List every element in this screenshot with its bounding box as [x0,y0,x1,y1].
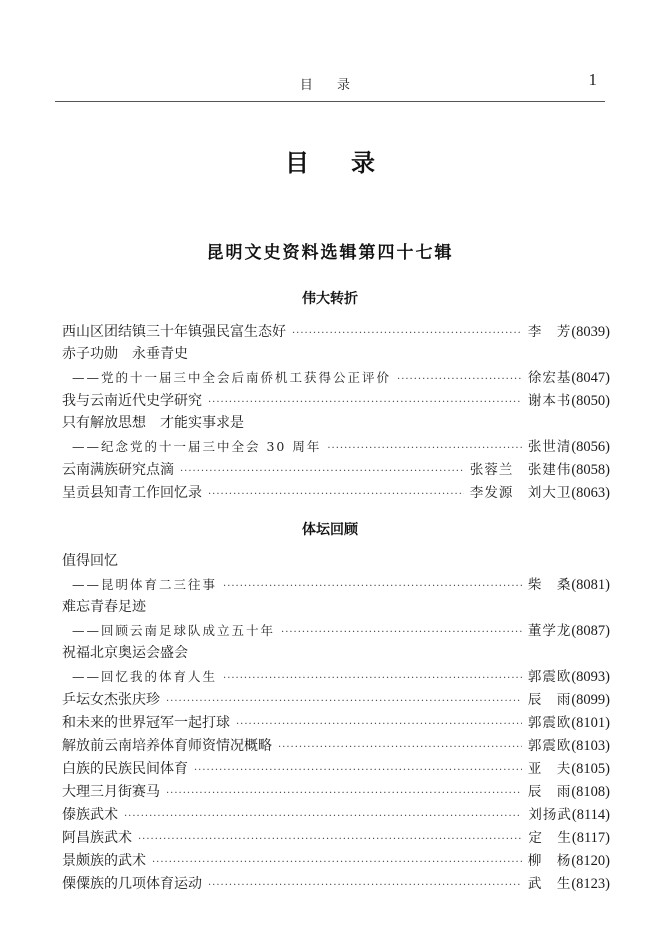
header-rule [55,101,605,102]
toc-entry[interactable] [62,826,610,848]
toc-entry[interactable] [62,757,610,779]
entry-page: (8093) [571,669,610,685]
entry-author: 郭震欧 [527,669,572,685]
entry-title: 大理三月街赛马 [62,784,160,800]
entry-subtitle: ——回忆我的体育人生 [72,669,218,684]
dot-leader [327,442,521,456]
dot-leader [397,373,522,387]
toc-entry[interactable] [62,320,610,342]
dot-leader [194,764,522,778]
entry-page: (8058) [571,462,610,478]
entry-author: 郭震欧 [527,738,572,754]
dot-leader [278,741,522,755]
entry-title: 傣族武术 [62,807,118,823]
dot-leader [208,488,464,502]
toc-entry-heading[interactable] [62,596,610,618]
entry-author: 徐宏基 [527,370,572,386]
series-title: 昆明文史资料选辑第四十七辑 [206,243,454,263]
toc-entry-subtitle[interactable] [62,619,610,641]
entry-author: 辰 雨 [527,784,572,800]
entry-title: 赤子功勋 永垂青史 [62,346,188,362]
entry-title: 解放前云南培养体育师资情况概略 [62,738,272,754]
toc-entry[interactable] [62,711,610,733]
toc-entry-subtitle[interactable] [62,435,610,457]
dot-leader [138,833,522,847]
entry-title: 呈贡县知青工作回忆录 [62,485,202,501]
page-number: 1 [588,70,597,89]
toc-entry-subtitle[interactable] [62,366,610,388]
toc-entry[interactable] [62,481,610,503]
entry-title: 傈僳族的几项体育运动 [62,876,202,892]
entry-title: 我与云南近代史学研究 [62,393,202,409]
toc-entry[interactable] [62,458,610,480]
entry-author: 董学龙 [527,623,572,639]
entry-page: (8120) [571,853,610,869]
entry-author: 郭震欧 [527,715,572,731]
entry-title: 阿昌族武术 [62,830,132,846]
entry-subtitle: ——昆明体育二三往事 [72,577,218,592]
toc-entry-heading[interactable] [62,412,610,434]
dot-leader [223,672,522,686]
entry-title: 西山区团结镇三十年镇强民富生态好 [62,324,286,340]
entry-author: 李 芳 [527,324,572,340]
toc-entry-subtitle[interactable] [62,665,610,687]
entry-title: 景颇族的武术 [62,853,146,869]
toc-entry[interactable] [62,389,610,411]
entry-title: 只有解放思想 才能实事求是 [62,415,244,431]
toc-entry[interactable] [62,688,610,710]
entry-subtitle: ——回顾云南足球队成立五十年 [72,623,276,638]
entry-author: 亚 夫 [527,761,572,777]
page-title: 目录 [285,148,417,177]
entry-author: 柳 杨 [527,853,572,869]
entry-title: 云南满族研究点滴 [62,462,174,478]
entry-page: (8117) [571,830,610,846]
entry-author: 定 生 [528,830,572,846]
entry-author: 谢本书 [527,393,572,409]
toc-entry[interactable] [62,780,610,802]
section-title: 体坛回顾 [302,522,358,538]
toc-entry[interactable] [62,734,610,756]
entry-title: 难忘青春足迹 [62,599,146,615]
entry-page: (8108) [571,784,610,800]
entry-page: (8087) [571,623,610,639]
entry-author: 张世清 [527,439,572,455]
toc-entry[interactable] [62,803,610,825]
dot-leader [281,626,522,640]
dot-leader [223,580,522,594]
dot-leader [124,810,522,824]
entry-author: 刘扬武 [528,807,572,823]
entry-page: (8047) [571,370,610,386]
entry-page: (8114) [571,807,610,823]
dot-leader [236,718,522,732]
entry-page: (8105) [571,761,610,777]
entry-page: (8081) [571,577,610,593]
entry-page: (8039) [571,324,610,340]
dot-leader [152,856,522,870]
entry-title: 值得回忆 [62,553,118,569]
toc-entry-heading[interactable] [62,550,610,572]
dot-leader [166,695,522,709]
toc-entry-heading[interactable] [62,343,610,365]
entry-title: 祝福北京奥运会盛会 [62,645,188,661]
entry-author: 张蓉兰 张建伟 [469,462,572,478]
entry-subtitle: ——党的十一届三中全会后南侨机工获得公正评价 [72,370,392,385]
entry-title: 和未来的世界冠军一起打球 [62,715,230,731]
dot-leader [180,465,464,479]
entry-author: 李发源 刘大卫 [469,485,572,501]
entry-page: (8063) [571,485,610,501]
entry-page: (8103) [571,738,610,754]
running-header [55,70,605,100]
toc-entry[interactable] [62,872,610,894]
toc-entry-subtitle[interactable] [62,573,610,595]
entry-subtitle: ——纪念党的十一届三中全会 30 周年 [72,439,322,454]
entry-title: 乒坛女杰张庆珍 [62,692,160,708]
entry-page: (8099) [571,692,610,708]
entry-title: 白族的民族民间体育 [62,761,188,777]
running-title: 目 录 [299,78,361,93]
entry-page: (8123) [571,876,610,892]
toc-entry-heading[interactable] [62,642,610,664]
entry-page: (8056) [571,439,610,455]
dot-leader [208,879,522,893]
dot-leader [292,327,522,341]
dot-leader [166,787,522,801]
entry-author: 武 生 [527,876,572,892]
entry-page: (8101) [571,715,610,731]
toc-entry[interactable] [62,849,610,871]
section-title: 伟大转折 [302,291,358,307]
dot-leader [208,396,522,410]
entry-author: 辰 雨 [527,692,572,708]
entry-page: (8050) [571,393,610,409]
entry-author: 柴 桑 [527,577,572,593]
